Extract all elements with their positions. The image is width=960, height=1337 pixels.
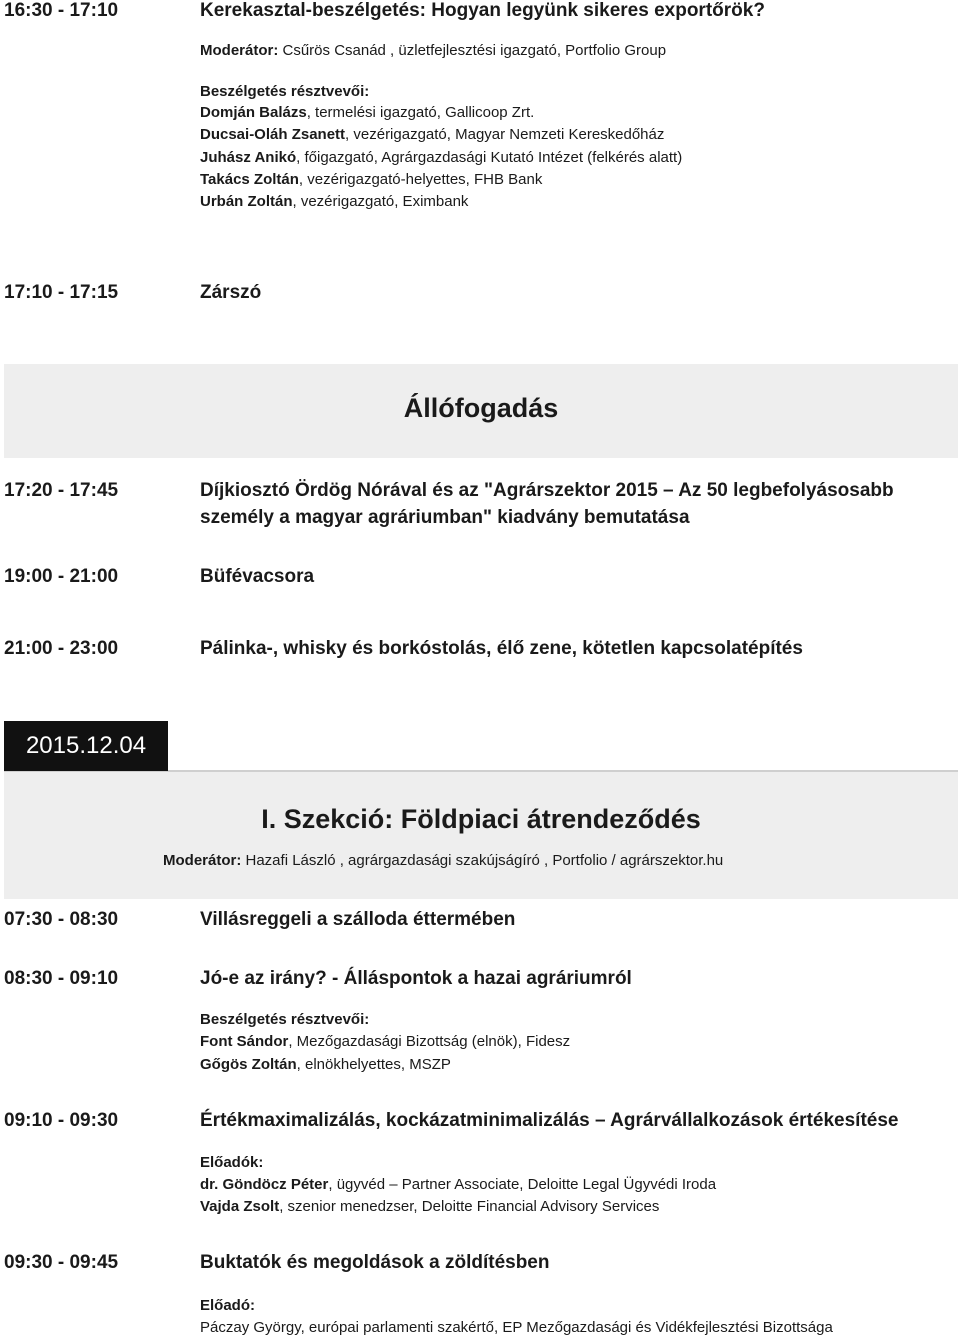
session-time: 09:30 - 09:45 [4, 1252, 119, 1273]
session-title: Villásreggeli a szálloda éttermében [200, 909, 516, 930]
speaker: Páczay György, európai parlamenti szakértő, EP Mezőgazdasági és Vidékfejlesztési Bizottsága [200, 1319, 833, 1336]
speaker-role: , ügyvéd – Partner Associate, Deloitte Legal Ügyvédi Iroda [328, 1176, 717, 1193]
speaker-name: dr. Göndöcz Péter [200, 1176, 329, 1193]
session-title-line2: személy a magyar agráriumban" kiadvány bemutatása [200, 507, 690, 528]
participants-label: Beszélgetés résztvevői: [200, 1011, 370, 1028]
moderator-label: Moderátor: [163, 852, 242, 869]
participant-role: , Mezőgazdasági Bizottság (elnök), Fidesz [288, 1033, 571, 1050]
speaker [200, 1176, 716, 1193]
participant-role: , vezérigazgató, Magyar Nemzeti Kereskedőház [345, 126, 665, 143]
session-title: Jó-e az irány? - Álláspontok a hazai agráriumról [200, 968, 632, 989]
reception-title: Állófogadás [403, 393, 559, 423]
participant-role: , elnökhelyettes, MSZP [296, 1056, 451, 1073]
participant [200, 1033, 570, 1050]
session-time: 17:10 - 17:15 [4, 282, 119, 303]
session-time: 21:00 - 23:00 [4, 638, 119, 659]
participant-role: , vezérigazgató-helyettes, FHB Bank [298, 171, 543, 188]
participant-name: Juhász Anikó [200, 149, 297, 166]
speaker [200, 1198, 659, 1215]
participant-role: , főigazgató, Agrárgazdasági Kutató Intézet (felkérés alatt) [296, 149, 683, 166]
day-date: 2015.12.04 [4, 721, 168, 771]
session-title: Értékmaximalizálás, kockázatminimalizálás – Agrárvállalkozások értékesítése [200, 1110, 899, 1131]
moderator-line [200, 42, 666, 59]
session-time: 07:30 - 08:30 [4, 909, 119, 930]
moderator-name: Hazafi László , agrárgazdasági szakújságíró , Portfolio / agrárszektor.hu [241, 852, 724, 869]
participant [200, 171, 542, 188]
speaker-label: Előadó: [200, 1297, 255, 1314]
participant-role: , vezérigazgató, Eximbank [292, 193, 469, 210]
session-time: 19:00 - 21:00 [4, 566, 119, 587]
session-time: 16:30 - 17:10 [4, 0, 119, 21]
session-title-line1: Díjkiosztó Ördög Nórával és az "Agrárszektor 2015 – Az 50 legbefolyásosabb [200, 480, 894, 501]
session-title: Pálinka-, whisky és borkóstolás, élő zene, kötetlen kapcsolatépítés [200, 638, 803, 659]
session-time: 09:10 - 09:30 [4, 1110, 119, 1131]
session-title: Zárszó [200, 282, 262, 303]
speaker-role: , szenior menedzser, Deloitte Financial Advisory Services [279, 1198, 660, 1215]
participant-role: , termelési igazgató, Gallicoop Zrt. [306, 104, 535, 121]
speakers-label: Előadók: [200, 1154, 264, 1171]
section-band [4, 771, 958, 899]
section-moderator [163, 852, 723, 869]
session-time: 08:30 - 09:10 [4, 968, 119, 989]
participants-label: Beszélgetés résztvevői: [200, 83, 370, 100]
participant [200, 104, 534, 121]
participant-name: Ducsai-Oláh Zsanett [200, 126, 346, 143]
session-title: Buktatók és megoldások a zöldítésben [200, 1252, 550, 1273]
session-title: Kerekasztal-beszélgetés: Hogyan legyünk sikeres exportőrök? [200, 0, 765, 21]
participant-name: Urbán Zoltán [200, 193, 293, 210]
participant [200, 193, 468, 210]
participant [200, 1056, 451, 1073]
moderator-label: Moderátor: [200, 42, 279, 59]
reception-band [4, 364, 958, 458]
participant [200, 149, 682, 166]
participant [200, 126, 664, 143]
session-time: 17:20 - 17:45 [4, 480, 119, 501]
participant-name: Takács Zoltán [200, 171, 299, 188]
moderator-name: Csűrös Csanád , üzletfejlesztési igazgató, Portfolio Group [278, 42, 667, 59]
participant-name: Domján Balázs [200, 104, 307, 121]
section-title: I. Szekció: Földpiaci átrendeződés [261, 804, 701, 834]
session-title: Büfévacsora [200, 566, 315, 587]
participant-name: Gőgös Zoltán [200, 1056, 297, 1073]
participant-name: Font Sándor [200, 1033, 289, 1050]
speaker-name: Vajda Zsolt [200, 1198, 280, 1215]
